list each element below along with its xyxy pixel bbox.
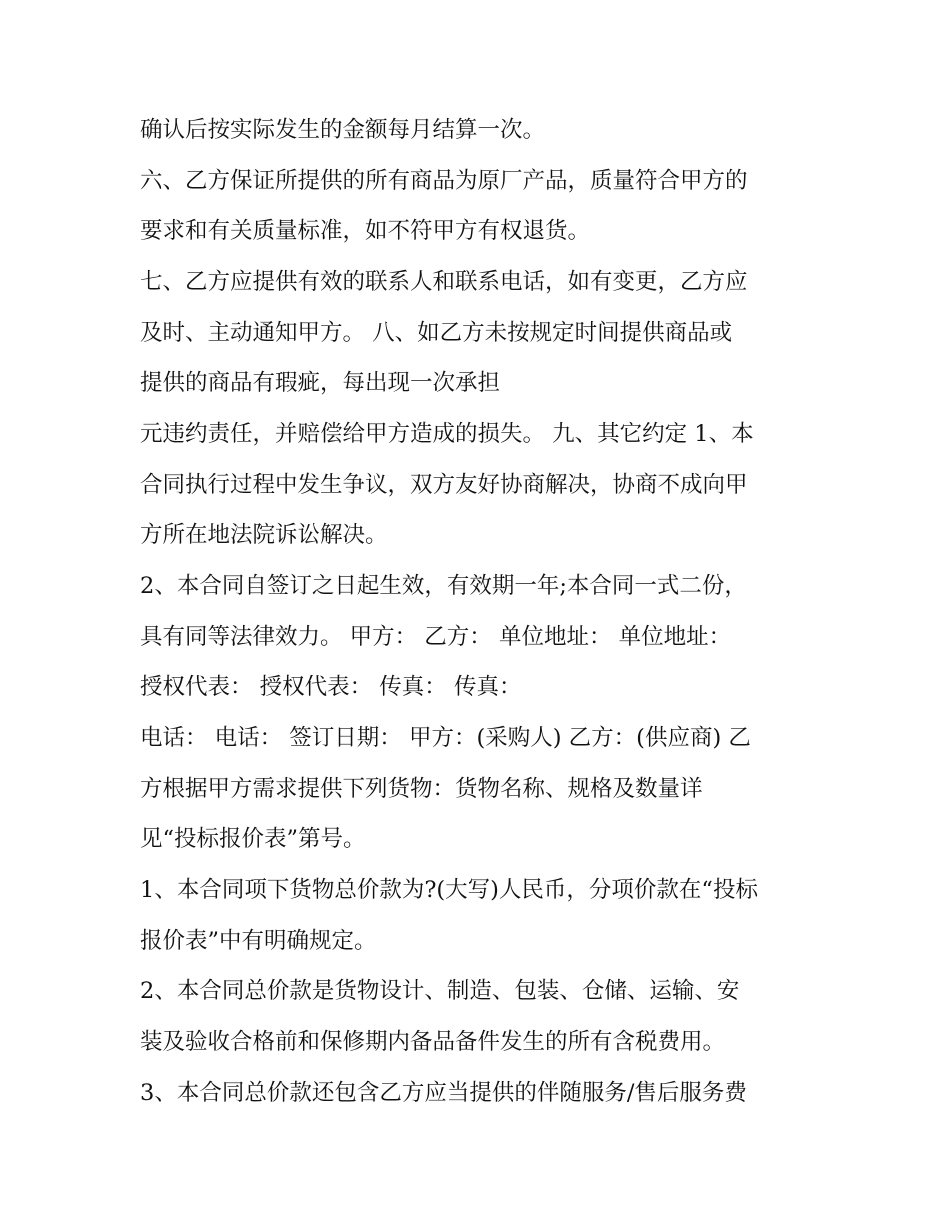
text-line: 方根据甲方需求提供下列货物：货物名称、规格及数量详: [140, 776, 703, 802]
text-line: 授权代表： 授权代表： 传真： 传真：: [140, 674, 522, 700]
text-line: 要求和有关质量标准，如不符甲方有权退货。: [140, 218, 591, 244]
text-line: 具有同等法律效力。 甲方： 乙方： 单位地址： 单位地址：: [140, 624, 732, 650]
text-line: 及时、主动通知甲方。 八、如乙方未按规定时间提供商品或: [140, 320, 733, 346]
text-line: 确认后按实际发生的金额每月结算一次。: [140, 117, 546, 143]
text-line: 元违约责任，并赔偿给甲方造成的损失。 九、其它约定 1、本: [140, 421, 754, 447]
text-line: 装及验收合格前和保修期内备品备件发生的所有含税费用。: [140, 1029, 726, 1055]
text-line: 1、本合同项下货物总价款为?(大写)人民币，分项价款在“投标: [140, 877, 758, 903]
text-line: 2、本合同总价款是货物设计、制造、包装、仓储、运输、安: [140, 978, 740, 1004]
text-line: 合同执行过程中发生争议，双方友好协商解决，协商不成向甲: [140, 472, 748, 498]
text-line: 电话： 电话： 签订日期： 甲方：(采购人) 乙方：(供应商) 乙: [140, 725, 751, 751]
text-line: 七、乙方应提供有效的联系人和联系电话，如有变更，乙方应: [140, 269, 748, 295]
text-line: 方所在地法院诉讼解决。: [140, 522, 388, 548]
text-line: 3、本合同总价款还包含乙方应当提供的伴随服务/售后服务费: [140, 1080, 747, 1106]
text-line: 报价表”中有明确规定。: [140, 928, 377, 954]
text-line: 2、本合同自签订之日起生效，有效期一年;本合同一式二份，: [140, 573, 747, 599]
text-line: 见“投标报价表”第号。: [140, 826, 366, 852]
text-line: 提供的商品有瑕疵，每出现一次承担: [140, 370, 501, 396]
text-line: 六、乙方保证所提供的所有商品为原厂产品，质量符合甲方的: [140, 168, 748, 194]
